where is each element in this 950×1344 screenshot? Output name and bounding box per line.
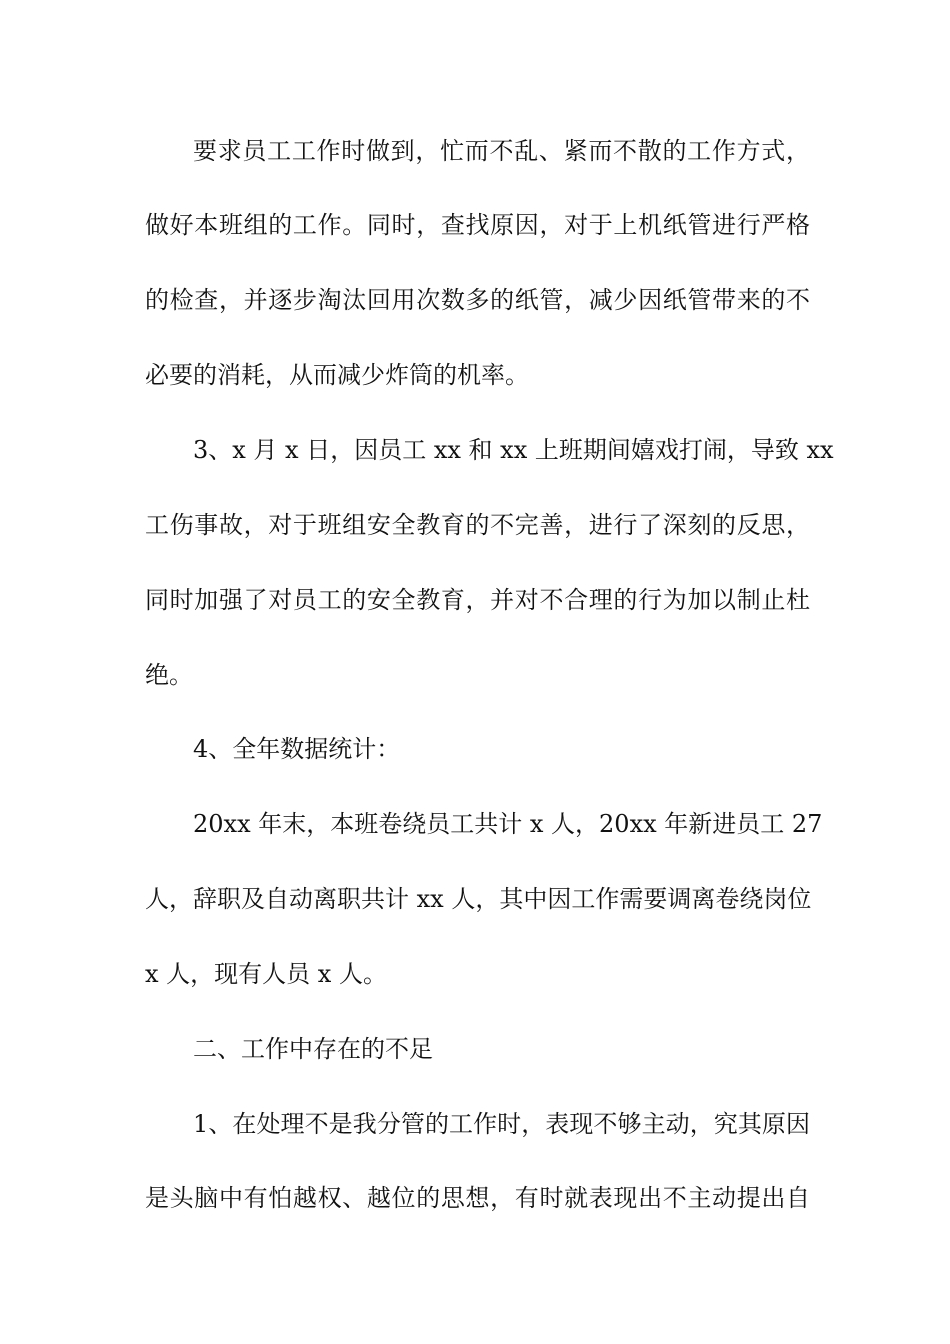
section-heading: 4、全年数据统计： — [193, 735, 401, 763]
paragraph-line: 20xx 年末，本班卷绕员工共计 x 人，20xx 年新进员工 27 — [193, 810, 823, 838]
paragraph-line: x 人，现有人员 x 人。 — [145, 960, 387, 988]
paragraph-line: 是头脑中有怕越权、越位的思想，有时就表现出不主动提出自 — [145, 1184, 810, 1212]
paragraph-line: 要求员工工作时做到，忙而不乱、紧而不散的工作方式， — [193, 137, 810, 165]
paragraph-line: 工伤事故，对于班组安全教育的不完善，进行了深刻的反思， — [145, 511, 810, 539]
paragraph-line: 绝。 — [145, 661, 193, 689]
paragraph-line: 人，辞职及自动离职共计 xx 人，其中因工作需要调离卷绕岗位 — [145, 885, 812, 913]
paragraph-line: 的检查，并逐步淘汰回用次数多的纸管，减少因纸管带来的不 — [145, 286, 810, 314]
paragraph-line: 做好本班组的工作。同时，查找原因，对于上机纸管进行严格 — [145, 211, 810, 239]
paragraph-line: 1、在处理不是我分管的工作时，表现不够主动，究其原因 — [193, 1110, 810, 1138]
paragraph-line: 3、x 月 x 日，因员工 xx 和 xx 上班期间嬉戏打闹，导致 xx — [193, 436, 834, 464]
paragraph-line: 必要的消耗，从而减少炸筒的机率。 — [145, 361, 529, 389]
paragraph-line: 同时加强了对员工的安全教育，并对不合理的行为加以制止杜 — [145, 586, 810, 614]
section-heading: 二、工作中存在的不足 — [193, 1035, 433, 1063]
